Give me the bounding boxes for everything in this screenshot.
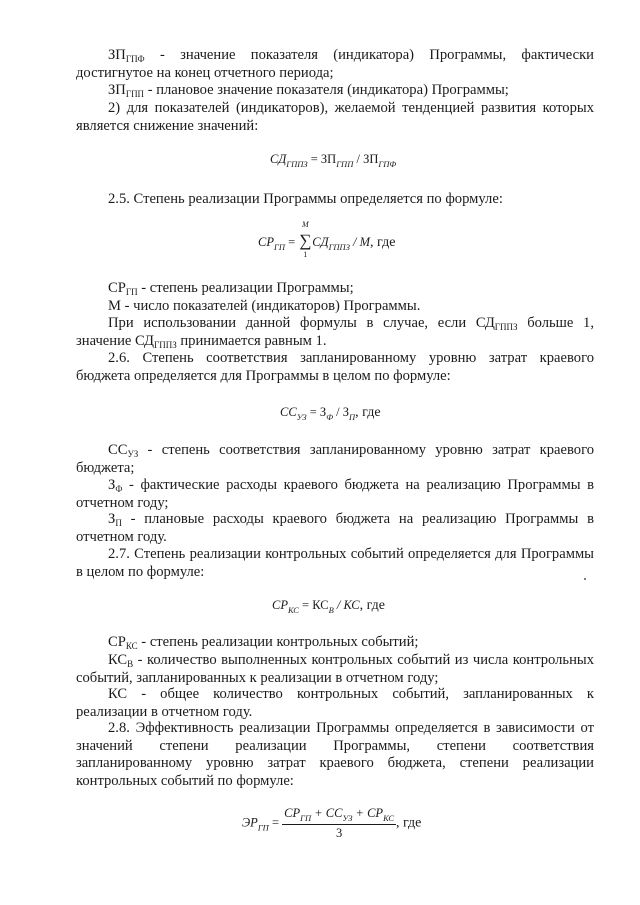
formula-sr-ks: $СР_{КС} = КС_В$ / КС, где [272, 598, 385, 615]
note-sd-cap: При использовании данной формулы в случае, если $СД_{ГППЗ}$ больше 1, значение $СД_{ГППЗ}$ принимается равным 1. [76, 315, 594, 350]
definition-zp-gpf: $ЗП_{ГПФ}$ - значение показателя (индикатора) Программы, фактически достигнутое на конец отчетного периода; [76, 47, 594, 81]
section-2-7-heading: 2.7. Степень реализации контрольных событий определяется для Программы в целом по формуле: [76, 546, 594, 580]
definition-ks-v: $КС_В$ - количество выполненных контрольных событий из числа контрольных событий, запланированных к реализации в отчетном году; [76, 652, 594, 686]
formula-ss-uz: $СС_{УЗ} = З_Ф / З_П$, где [280, 405, 381, 422]
definition-m: М - число показателей (индикаторов) Программы. [108, 298, 421, 314]
definition-ss-uz: $СС_{УЗ}$ - степень соответствия запланированному уровню затрат краевого бюджета; [76, 442, 594, 476]
definition-sr-ks: $СР_{КС}$ - степень реализации контрольных событий; [108, 634, 419, 651]
definition-sr-gp: $СР_{ГП}$ - степень реализации Программы; [108, 280, 354, 297]
item-2-decrease: 2) для показателей (индикаторов), желаемой тенденцией развития которых является снижение значений: [76, 100, 594, 134]
definition-ks: КС - общее количество контрольных событий, запланированных к реализации в отчетном году. [76, 686, 594, 720]
scan-speck [584, 578, 586, 580]
formula-er-gp: $ЭР_{ГП}$ = $\frac{СР_{ГП} + СС_{УЗ} + СР_{КС}}{3}$ , где [242, 806, 422, 840]
formula-sd-gppz: $СД_{ГППЗ} = ЗП_{ГПП} / ЗП_{ГПФ}$ [270, 152, 397, 169]
section-2-5-heading: 2.5. Степень реализации Программы определяется по формуле: [108, 191, 503, 207]
formula-sr-gp: $СР_{ГП}$ = ∑ M 1 $СД_{ГППЗ}$ / M, где [258, 220, 396, 259]
definition-zp-gpp: $ЗП_{ГПП}$ - плановое значение показателя (индикатора) Программы; [108, 82, 509, 99]
definition-z-p: $З_П$ - плановые расходы краевого бюджета на реализацию Программы в отчетном году. [76, 511, 594, 545]
section-2-8-heading: 2.8. Эффективность реализации Программы определяется в зависимости от значений степени реализации Программы, степени соответствия запланированному уровню затрат краевого бюджета, степени реализации контрольных событий по формуле: [76, 720, 594, 789]
definition-z-f: $З_Ф$ - фактические расходы краевого бюджета на реализацию Программы в отчетном году; [76, 477, 594, 511]
fraction: $\frac{СР_{ГП} + СС_{УЗ} + СР_{КС}}{3}$ [284, 806, 394, 840]
section-2-6-heading: 2.6. Степень соответствия запланированному уровню затрат краевого бюджета определяется для Программы в целом по формуле: [76, 350, 594, 384]
